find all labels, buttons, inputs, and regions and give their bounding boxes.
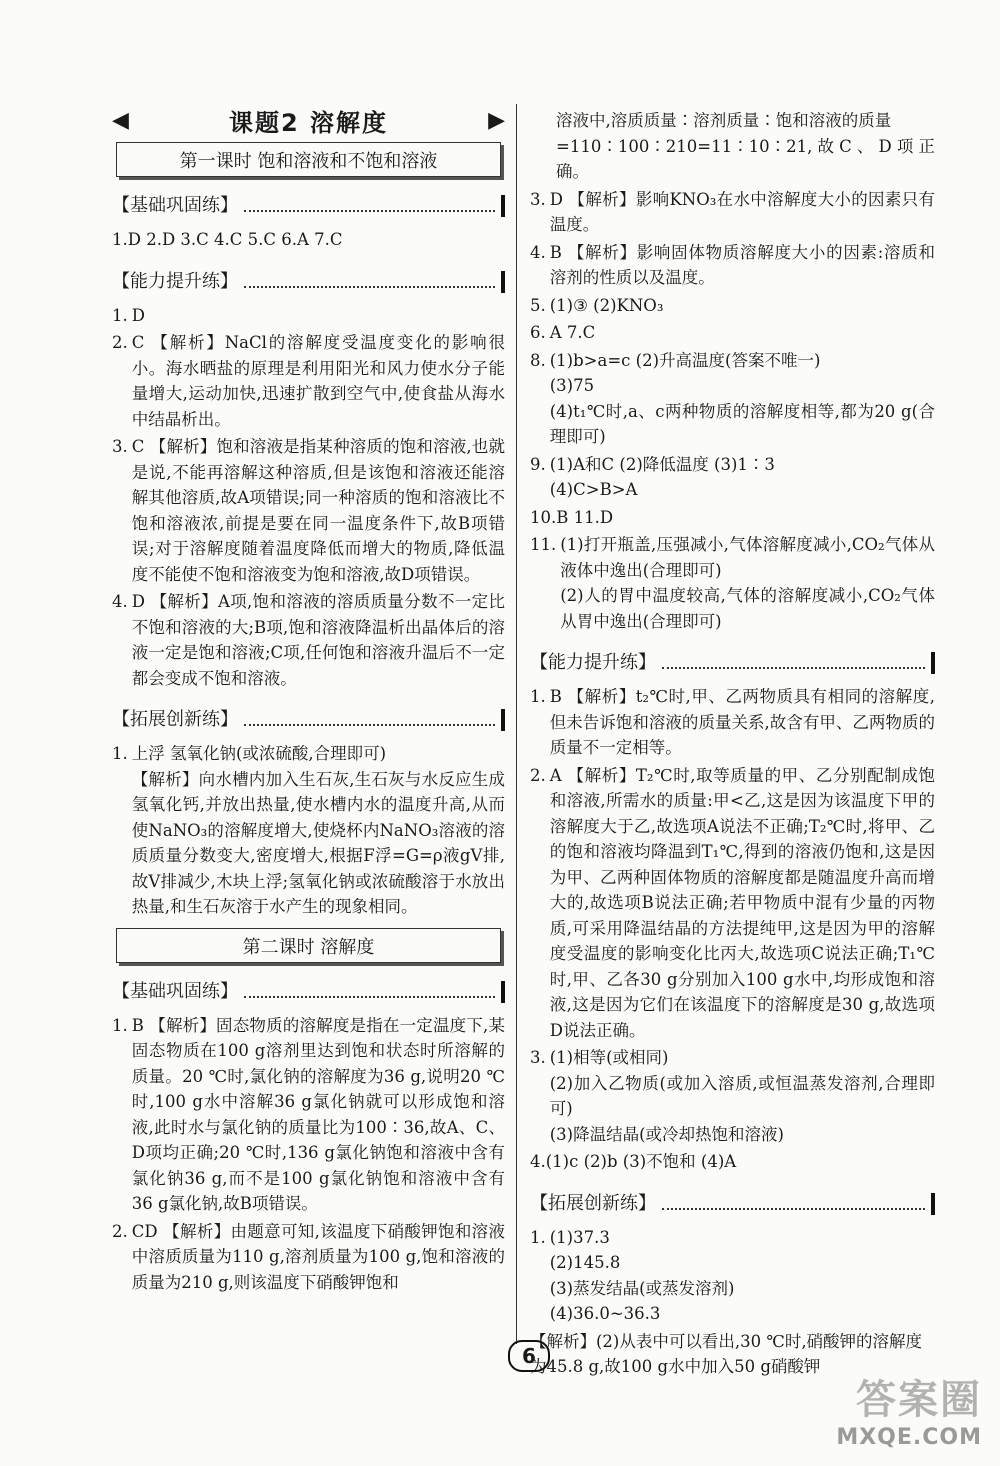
section-heading-basic: 【基础巩固练】	[112, 191, 505, 217]
question-item: 4. D 【解析】A项,饱和溶液的溶质质量分数不一定比不饱和溶液的大;B项,饱和溶液降温析出晶体后的溶液一定是饱和溶液;C项,任何饱和溶液升温后不一定都会变成不饱和溶液。	[112, 592, 505, 688]
question-item: 1. (1)37.3 (2)145.8 (3)蒸发结晶(或蒸发溶剂) (4)36.0~36.3	[530, 1227, 735, 1323]
question-item: 3. (1)相等(或相同) (2)加入乙物质(或加入溶质,或恒温蒸发溶剂,合理即可) (3)降温结晶(或冷却热饱和溶液)	[530, 1048, 935, 1144]
analysis-text: 【解析】(2)从表中可以看出,30 ℃时,硝酸钾的溶解度为45.8 g,故100 g水中加入50 g硝酸钾	[530, 1331, 923, 1376]
chapter-title-bar	[112, 100, 505, 140]
lesson-1-title: 第一课时 饱和溶液和不饱和溶液	[116, 142, 501, 177]
right-column	[530, 108, 935, 1380]
section-heading-ability: 【能力提升练】	[112, 267, 505, 293]
column-divider	[516, 104, 517, 1344]
question-item: 4.(1)c (2)b (3)不饱和 (4)A	[530, 1152, 737, 1171]
analysis-text: 【解析】向水槽内加入生石灰,生石灰与水反应生成氢氧化钙,并放出热量,使水槽内水的温度升高,从而使NaNO₃的溶解度增大,使烧杯内NaNO₃溶液的溶质质量分数变大,密度增大,根据F浮=G=ρ液gV排,故V排减少,木块上浮;氢氧化钠或浓硫酸溶于水放出热量,和生石灰溶于水产生的现象相同。	[131, 769, 505, 916]
left-column	[112, 100, 505, 1297]
question-item: 1. 上浮 氢氧化钠(或浓硫酸,合理即可) 【解析】向水槽内加入生石灰,生石灰与水反应生成氢氧化钙,并放出热量,使水槽内水的温度升高,从而使NaNO₃的溶解度增大,使烧杯内NaNO₃溶液的溶质质量分数变大,密度增大,根据F浮=G=ρ液gV排,故V排减少,木块上浮;氢氧化钠或浓硫酸溶于水放出热量,和生石灰溶于水产生的现象相同。	[112, 741, 505, 920]
question-item: 2. CD 【解析】由题意可知,该温度下硝酸钾饱和溶液中溶质质量为110 g,溶剂质量为100 g,饱和溶液的质量为210 g,则该温度下硝酸钾饱和	[112, 1221, 505, 1292]
chapter-title: 课题2 溶解度	[228, 108, 389, 137]
question-item: 2. A 【解析】T₂℃时,取等质量的甲、乙分别配制成饱和溶液,所需水的质量:甲<乙,这是因为该温度下甲的溶解度大于乙,故选项A说法不正确;T₂℃时,将甲、乙的饱和溶液均降温到T₁℃,得到的溶液仍饱和,这是因为甲、乙两种固体物质的溶解度都是随温度升高而增大的,故选项B说法正确;若甲物质中混有少量的丙物质,可采用降温结晶的方法提纯甲,这是因为甲的溶解度受温度的影响变化比丙大,故选项C说法正确;T₁℃时,甲、乙各30 g分别加入100 g水中,均形成饱和溶液,这是因为它们在该温度下的溶解度是30 g,故选项D说法正确。	[530, 765, 935, 1040]
question-item: 1. B 【解析】t₂℃时,甲、乙两物质具有相同的溶解度,但未告诉饱和溶液的质量关系,故含有甲、乙两物质的质量不一定相等。	[530, 687, 935, 757]
question-item: 9. (1)A和C (2)降低温度 (3)1∶3 (4)C>B>A	[530, 454, 775, 499]
section-heading-expand-2: 【拓展创新练】	[530, 1189, 935, 1215]
lesson-2-title: 第二课时 溶解度	[116, 928, 501, 963]
question-item: 3. D 【解析】影响KNO₃在水中溶解度大小的因素只有温度。	[530, 189, 935, 234]
question-item: 8. (1)b>a=c (2)升高温度(答案不唯一) (3)75 (4)t₁℃时,a、c两种物质的溶解度相等,都为20 g(合理即可)	[530, 350, 935, 446]
question-item: 1. D	[112, 305, 145, 325]
continued-line: 溶液中,溶质质量∶溶剂质量∶饱和溶液的质量	[556, 111, 892, 130]
question-item: 1. B 【解析】固态物质的溶解度是指在一定温度下,某固态物质在100 g溶剂里达到饱和状态时所溶解的质量。20 ℃时,氯化钠的溶解度为36 g,说明20 ℃时,100 g水中溶解36 g氯化钠就可以形成饱和溶液,此时水与氯化钠的质量比为100∶36,故A、C、D项均正确;20 ℃时,136 g氯化钠饱和溶液中含有氯化钠36 g,而不是100 g氯化钠饱和溶液中含有36 g氯化钠,故B项错误。	[112, 1015, 505, 1213]
section-heading-ability-2: 【能力提升练】	[530, 648, 935, 674]
basic-answers: 1.D 2.D 3.C 4.C 5.C 6.A 7.C	[112, 230, 343, 249]
watermark	[836, 1368, 982, 1450]
section-heading-expand: 【拓展创新练】	[112, 705, 505, 731]
question-item: 4. B 【解析】影响固体物质溶解度大小的因素:溶质和溶剂的性质以及温度。	[530, 242, 935, 287]
arrow-right-icon: ▶	[488, 107, 505, 133]
continued-line: =110∶100∶210=11∶10∶21,故C、D项正确。	[556, 136, 935, 181]
question-item: 6. A 7.C	[530, 323, 596, 342]
question-item: 10.B 11.D	[530, 507, 614, 527]
watermark-url: MXQE.COM	[836, 1425, 982, 1450]
question-item: 11. (1)打开瓶盖,压强减小,气体溶解度减小,CO₂气体从液体中逸出(合理即可) (2)人的胃中温度较高,气体的溶解度减小,CO₂气体从胃中逸出(合理即可)	[530, 535, 935, 631]
question-item: 5. (1)③ (2)KNO₃	[530, 295, 664, 315]
question-item: 2. C 【解析】NaCl的溶解度受温度变化的影响很小。海水晒盐的原理是利用阳光和风力使水分子能量增大,运动加快,迅速扩散到空气中,使食盐从海水中结晶析出。	[112, 333, 505, 429]
answer-text: 上浮 氢氧化钠(或浓硫酸,合理即可)	[131, 744, 387, 763]
question-item: 3. C 【解析】饱和溶液是指某种溶质的饱和溶液,也就是说,不能再溶解这种溶质,但是该饱和溶液还能溶解其他溶质,故A项错误;同一种溶质的饱和溶液比不饱和溶液浓,前提是要在同一温度条件下,故B项错误;对于溶解度随着温度降低而增大的物质,降低温度不能使不饱和溶液变为饱和溶液,故D项错误。	[112, 437, 505, 584]
section-heading-basic-2: 【基础巩固练】	[112, 977, 505, 1003]
watermark-logo: 答案圈	[856, 1377, 982, 1423]
arrow-left-icon: ◀	[112, 107, 129, 133]
page-number: 6	[508, 1340, 550, 1372]
